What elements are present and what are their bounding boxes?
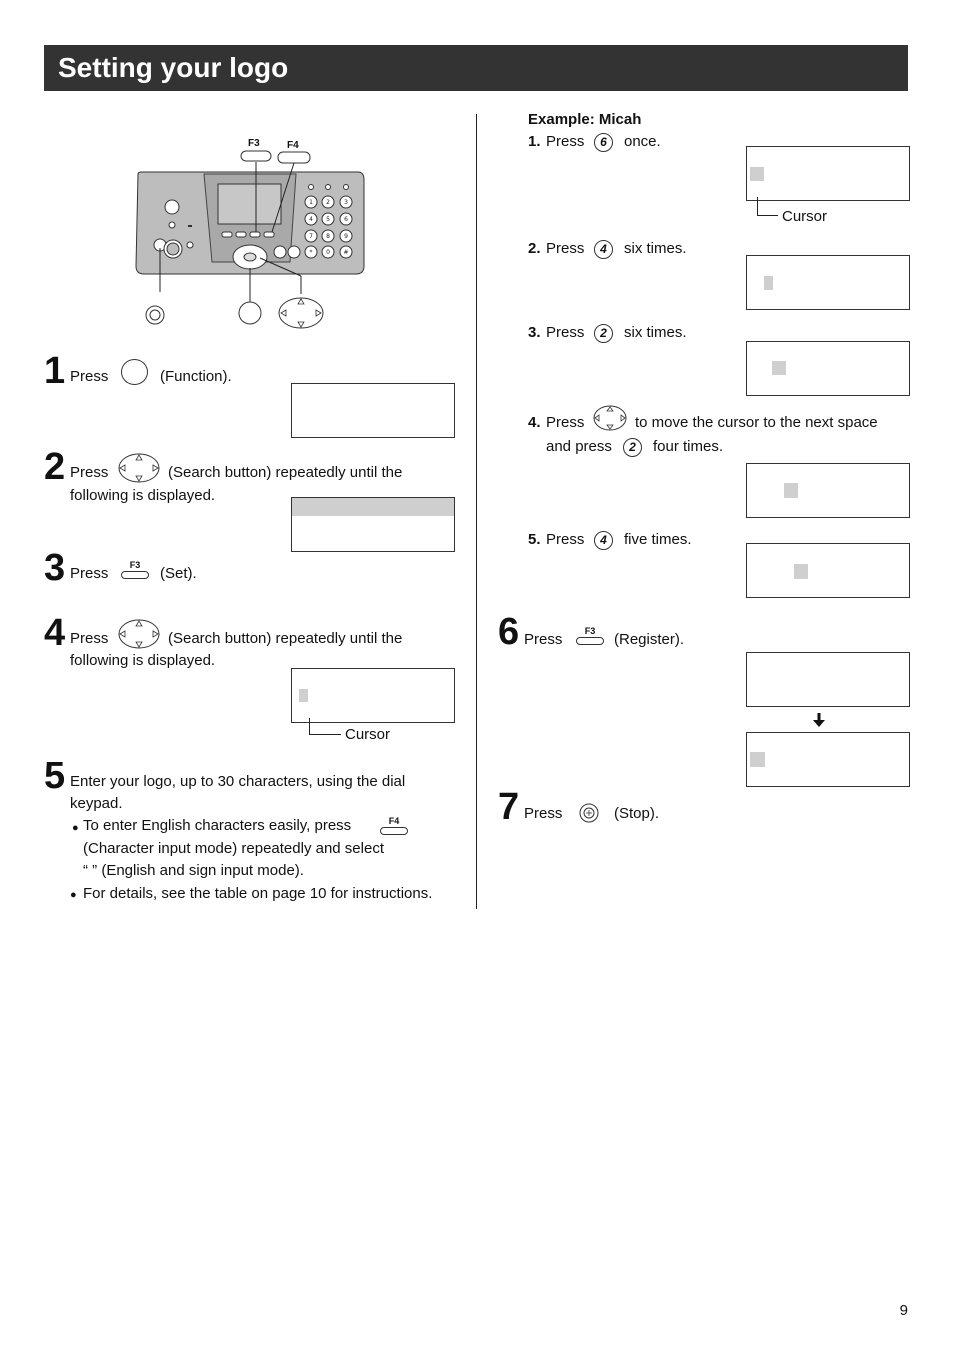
f4-key-label: F4 [287, 140, 299, 151]
e1-text: once. [624, 133, 661, 150]
e1-display [746, 146, 910, 201]
cursor-leader-line [757, 197, 778, 216]
svg-text:1: 1 [309, 199, 313, 206]
svg-text:#: # [343, 249, 349, 256]
svg-text:2: 2 [326, 199, 330, 206]
step6-number: 6 [498, 611, 519, 653]
step5-bullet1-a: To enter English characters easily, press [83, 817, 352, 834]
e5-display [746, 543, 910, 598]
example-title: Example: Micah [528, 111, 642, 128]
display-cursor [299, 689, 308, 702]
step3-text: (Set). [160, 565, 197, 582]
step7-number: 7 [498, 786, 519, 828]
e1-cursor-label: Cursor [782, 208, 828, 225]
e4-line2-a: and press [546, 438, 612, 455]
step5-bullet1-c: “ ” (English and sign input mode). [83, 862, 304, 879]
key-4-icon: 4 [594, 240, 613, 259]
key-6-icon: 6 [594, 133, 613, 152]
e2-number: 2. [528, 240, 541, 257]
step6-display-2 [746, 732, 910, 787]
column-divider [476, 114, 477, 909]
svg-text:3: 3 [344, 199, 348, 206]
display-cursor [784, 483, 798, 498]
f3-button-icon: F3 [574, 626, 606, 648]
e2-display [746, 255, 910, 310]
svg-text:7: 7 [309, 233, 313, 240]
step1-press: Press [70, 368, 109, 385]
bullet-icon: ● [72, 822, 79, 834]
svg-text:0: 0 [326, 249, 330, 256]
e5-number: 5. [528, 531, 541, 548]
search-button-icon [118, 619, 160, 649]
step6-text: (Register). [614, 631, 685, 648]
page-title: Setting your logo [58, 52, 289, 83]
step1-number: 1 [44, 350, 65, 392]
e5-press: Press [546, 531, 585, 548]
step5-number: 5 [44, 755, 65, 797]
stop-button-icon [579, 803, 599, 823]
step5-bullet1-b: (Character input mode) repeatedly and select [83, 840, 384, 857]
step5-line2: keypad. [70, 795, 123, 812]
e1-number: 1. [528, 133, 541, 150]
f3-button-icon: F3 [119, 560, 151, 582]
step2-display-highlight [292, 498, 454, 516]
e4-display [746, 463, 910, 518]
svg-text:5: 5 [326, 216, 330, 223]
cursor-leader-line [309, 718, 341, 735]
key-2-icon: 2 [594, 324, 613, 343]
step4-text2: following is displayed. [70, 652, 216, 669]
svg-text:*: * [309, 249, 313, 256]
step4-display [291, 668, 455, 723]
step7-text: (Stop). [614, 805, 660, 822]
display-cursor [750, 167, 764, 181]
cursor-label: Cursor [345, 726, 391, 743]
step4-text: (Search button) repeatedly until the [168, 630, 403, 647]
svg-text:4: 4 [309, 216, 313, 223]
e4-number: 4. [528, 414, 541, 431]
bullet-icon: ● [70, 889, 77, 901]
step1-display [291, 383, 455, 438]
display-cursor [794, 564, 808, 579]
e3-display [746, 341, 910, 396]
function-button-icon [121, 359, 148, 385]
search-button-icon [118, 453, 160, 483]
step2-display [291, 497, 455, 552]
step3-number: 3 [44, 547, 65, 589]
arrow-down-icon [812, 712, 826, 728]
step4-number: 4 [44, 612, 65, 654]
step2-press: Press [70, 464, 109, 481]
svg-text:9: 9 [344, 233, 348, 240]
e3-press: Press [546, 324, 585, 341]
step7-press: Press [524, 805, 563, 822]
display-cursor [750, 752, 765, 767]
step1-text: (Function). [160, 368, 232, 385]
svg-text:8: 8 [326, 233, 330, 240]
step2-text: (Search button) repeatedly until the [168, 464, 403, 481]
f3-key-label: F3 [248, 138, 260, 149]
step4-press: Press [70, 630, 109, 647]
step2-text2: following is displayed. [70, 487, 216, 504]
step3-press: Press [70, 565, 109, 582]
e4-text: to move the cursor to the next space [635, 414, 878, 431]
step5-line1: Enter your logo, up to 30 characters, using the dial [70, 773, 406, 790]
e4-line2-b: four times. [653, 438, 724, 455]
step2-number: 2 [44, 446, 65, 488]
svg-text:6: 6 [344, 216, 348, 223]
display-cursor [772, 361, 786, 375]
e4-press: Press [546, 414, 585, 431]
step6-press: Press [524, 631, 563, 648]
e2-press: Press [546, 240, 585, 257]
page-number: 9 [899, 1302, 908, 1319]
f4-button-icon: F4 [378, 816, 410, 838]
e3-text: six times. [624, 324, 687, 341]
step5-bullet2: For details, see the table on page 10 for instructions. [83, 885, 433, 902]
display-cursor [764, 276, 773, 290]
e1-press: Press [546, 133, 585, 150]
fax-panel-drawing [130, 136, 370, 336]
step6-display-1 [746, 652, 910, 707]
key-2-icon: 2 [623, 438, 642, 457]
search-button-icon [593, 405, 627, 431]
fax-panel-illustration [130, 136, 370, 336]
key-4-icon: 4 [594, 531, 613, 550]
e3-number: 3. [528, 324, 541, 341]
e2-text: six times. [624, 240, 687, 257]
e5-text: five times. [624, 531, 692, 548]
